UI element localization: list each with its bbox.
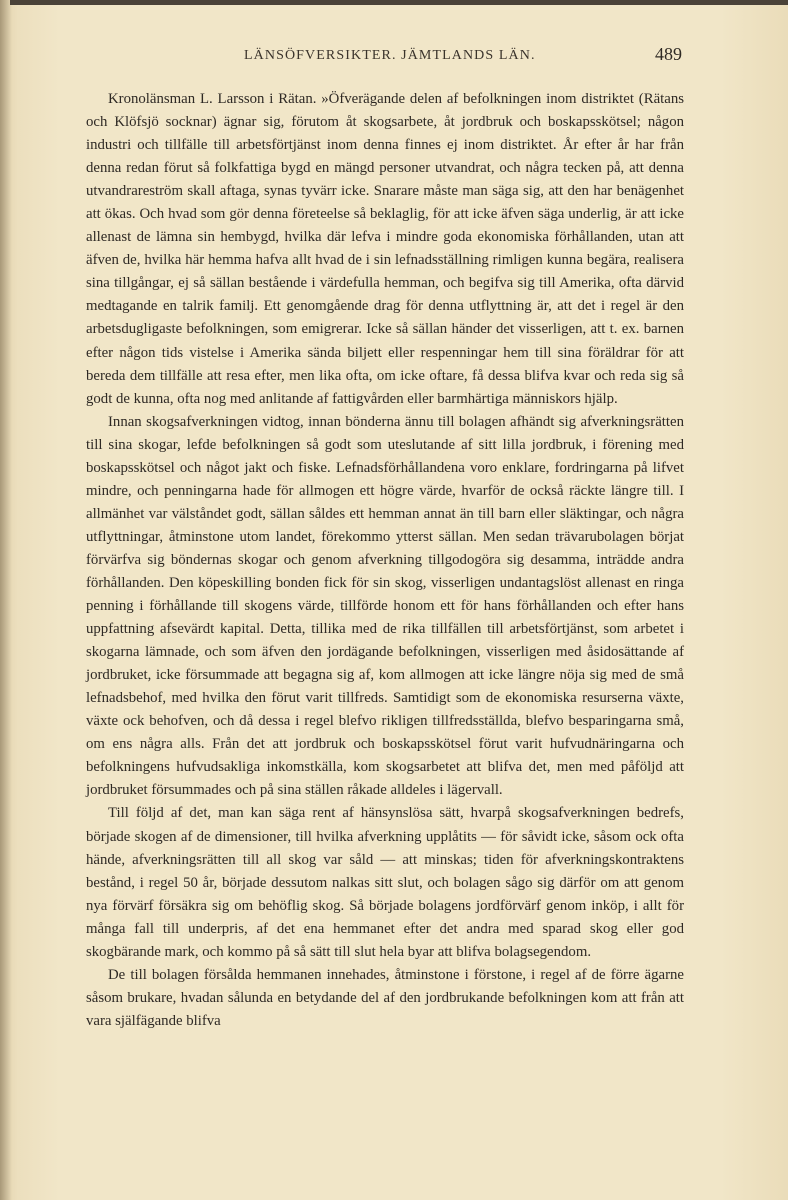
running-title: LÄNSÖFVERSIKTER. JÄMTLANDS LÄN. bbox=[244, 48, 536, 63]
binding-gutter-shadow bbox=[0, 0, 12, 1200]
paragraph: Innan skogsafverkningen vidtog, innan bönderna ännu till bolagen afhändt sig afverkningsrätten till sina skogar, lefde befolkningen så godt som uteslutande af sitt lilla jordbruk, i förening med boskapsskötsel och något jakt och fiske. Lefnadsförhållandena voro enklare, fordringarna på lifvet mindre, och penningarna hade för allmogen ett högre värde, hvarför de också räckte längre till. I allmänhet var välståndet godt, sällan såldes ett hemman annat än till barn eller släktingar, och några utflyttningar, åtminstone utom landet, förekommo ytterst sällan. Men sedan trävarubolagen börjat förvärfva sig böndernas skogar och genom afverkning tillgodogöra sig desamma, inträdde andra förhållanden. Den köpeskilling bonden fick för sin skog, visserligen undantagslöst allenast en ringa penning i förhållande till skogens värde, tillförde honom ett för hans förhållanden och efter hans uppfattning afsevärdt kapital. Detta, tillika med de rika tillfällen till arbetsförtjänst, som arbetet i skogarna lämnade, och som äfven den jordägande befolkningen, visserligen med åsidosättande af jordbruket, icke försummade att begagna sig af, kom allmogen att icke längre nöja sig med de små lefnadsbehof, med hvilka den förut varit tillfreds. Samtidigt som de ekonomiska resurserna växte, växte ock behofven, och då dessa i regel blefvo rikligen tillfredsställda, blefvo besparingarna små, om ens några alls. Från det att jordbruk och boskapsskötsel förut varit hufvudnäringarna och befolkningens hufvudsakliga inkomstkälla, kom skogsarbetet att blifva det, men med påföljd att jordbruket försummades och på sina ställen råkade alldeles i lägervall. bbox=[86, 413, 684, 799]
page-number: 489 bbox=[655, 44, 682, 64]
top-edge-rule bbox=[10, 0, 788, 5]
page-header bbox=[86, 44, 686, 70]
paragraph: Till följd af det, man kan säga rent af hänsynslösa sätt, hvarpå skogsafverkningen bedrefs, började skogen af de dimensioner, till hvilka afverkning upplåtits — för såvidt icke, såsom ock ofta hände, afverkningsrätten till all skog var såld — att minskas; tiden för afverkningskontraktens bestånd, i regel 50 år, började dessutom nalkas sitt slut, och bolagen sågo sig därför om att genom nya förvärf försäkra sig om behöflig skog. Så började bolagens jordförvärf genom inköp, i allt för många fall till underpris, af det ena hemmanet efter det andra med sparad skog eller god skogbärande mark, och kommo på så sätt till slut hela byar att blifva bolagsegendom. bbox=[86, 805, 684, 960]
paragraph: Kronolänsman L. Larsson i Rätan. »Öfverägande delen af befolkningen inom distriktet (Rätans och Klöfsjö socknar) ägnar sig, förutom åt skogsarbete, åt jordbruk och boskapsskötsel; någon industri och tillfälle till arbetsförtjänst inom denna finnes ej inom distriktet. År efter år har från denna redan förut så folkfattiga bygd en mängd personer utvandrat, och några tecken på, att denna utvandrareström skall aftaga, synas tyvärr icke. Snarare måste man säga sig, att den har benägenhet att ökas. Och hvad som gör denna företeelse så beklaglig, för att icke äfven säga underlig, är att icke allenast de lämna sin hembygd, hvilka där lefva i mindre goda ekonomiska förhållanden, utan att äfven de, hvilka här hemma hafva allt hvad de i sin lefnadsställning rimligen kunna begära, realisera sina tillgångar, ej så sällan bestående i värdefulla hemman, och begifva sig till Amerika, ofta därvid medtagande en talrik familj. Ett genomgående drag för denna utflyttning är, att det i regel är den arbetsdugligaste befolkningen, som emigrerar. Icke så sällan händer det visserligen, att t. ex. barnen efter någon tids vistelse i Amerika sända biljett eller respenningar hem till sina föräldrar för att bereda dem tillfälle att resa efter, men lika ofta, om icke oftare, få dessa blifva kvar och reda sig så godt de kunna, ofta nog med anlitande af fattigvården eller barmhärtiga människors hjälp. bbox=[86, 91, 684, 407]
body-text bbox=[86, 88, 684, 1033]
paragraph: De till bolagen försålda hemmanen innehades, åtminstone i förstone, i regel af de förre ägarne såsom brukare, hvadan sålunda en betydande del af den jordbrukande befolkningen kom att från att vara själfägande blifva bbox=[86, 966, 684, 1029]
